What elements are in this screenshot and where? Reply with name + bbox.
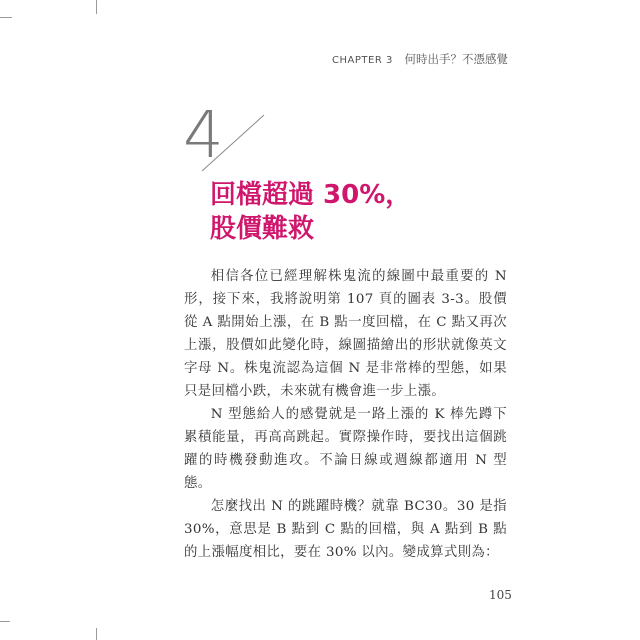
- crop-mark-left: [0, 17, 12, 18]
- section-divider-slash: [200, 113, 270, 173]
- running-head: [332, 51, 508, 67]
- page-number: 105: [489, 588, 512, 602]
- crop-mark-bottom-left: [0, 621, 10, 622]
- chapter-label: CHAPTER 3: [332, 55, 393, 66]
- section-title-line-2: 股價難救: [210, 214, 315, 244]
- paragraph: N 型態給人的感覺就是一路上漲的 K 棒先蹲下累積能量，再高高跳起。實際操作時，要找出這個跳躍的時機發動進攻。不論日線或週線都適用 N 型態。: [184, 407, 507, 491]
- section-number: 4: [183, 99, 224, 173]
- crop-mark-bottom: [96, 628, 97, 640]
- paragraph: 怎麼找出 N 的跳躍時機？就靠 BC30。30 是指 30%，意思是 B 點到 C 點的回檔，與 A 點到 B 點的上漲幅度相比，要在 30% 以內。變成算式則為：: [184, 499, 507, 560]
- body-text: [184, 265, 507, 564]
- crop-mark-top: [96, 0, 97, 14]
- paragraph: 相信各位已經理解株鬼流的線圖中最重要的 N 形，接下來，我將說明第 107 頁的圖表 3-3。股價從 A 點開始上漲，在 B 點一度回檔，在 C 點又再次上漲，股價如此變化時，線圖描繪出的形狀就像英文字母 N。株鬼流認為這個 N 是非常棒的型態，如果只是回檔小跌，未來就有機會進一步上漲。: [184, 269, 507, 399]
- chapter-title: 何時出手？不憑感覺: [404, 52, 508, 66]
- section-title-line-1: 回檔超過 30%，: [210, 180, 412, 210]
- section-title: [210, 178, 411, 246]
